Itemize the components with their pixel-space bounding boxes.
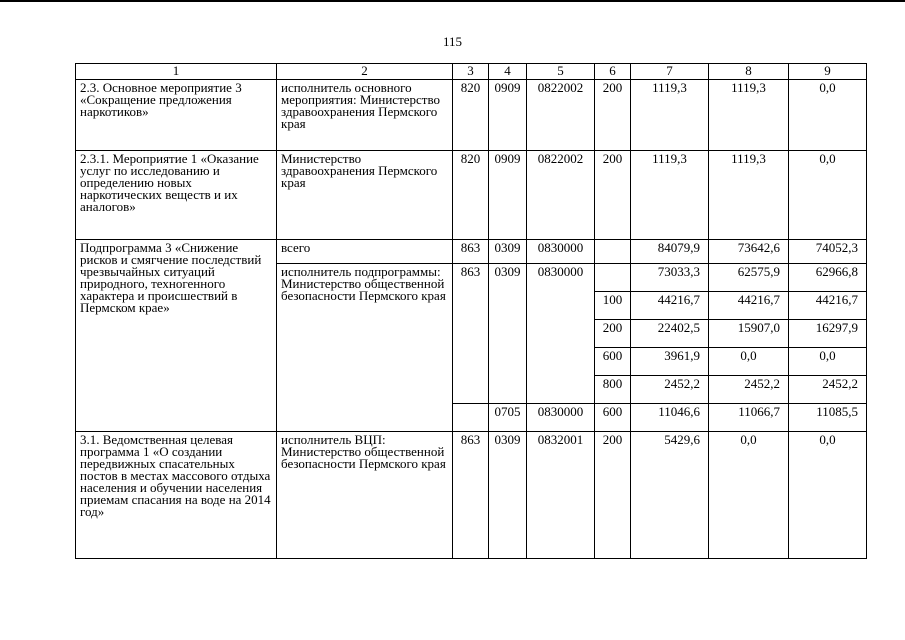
cell-value-9: 0,0	[789, 151, 867, 240]
cell-vr: 800	[595, 376, 631, 404]
cell-value-9: 0,0	[789, 348, 867, 376]
header-cell-9: 9	[789, 64, 867, 80]
cell-value-8: 15907,0	[709, 320, 789, 348]
cell-grbs: 820	[453, 151, 489, 240]
cell-vr	[595, 264, 631, 292]
cell-rzpr: 0909	[489, 80, 527, 151]
cell-vr: 200	[595, 432, 631, 559]
header-cell-2: 2	[277, 64, 453, 80]
row-total-label: всего	[277, 240, 453, 264]
header-cell-4: 4	[489, 64, 527, 80]
cell-csr: 0832001	[527, 432, 595, 559]
cell-csr: 0830000	[527, 264, 595, 404]
cell-rzpr: 0309	[489, 264, 527, 404]
cell-vr: 600	[595, 348, 631, 376]
cell-vr: 200	[595, 80, 631, 151]
cell-value-7: 73033,3	[631, 264, 709, 292]
cell-vr: 200	[595, 320, 631, 348]
cell-value-7: 2452,2	[631, 376, 709, 404]
cell-value-9: 74052,3	[789, 240, 867, 264]
row-executor: исполнитель основного мероприятия: Министерство здравоохранения Пермского края	[277, 80, 453, 151]
cell-vr: 100	[595, 292, 631, 320]
row-name: 2.3.1. Мероприятие 1 «Оказание услуг по исследованию и определению новых наркотических веществ и их аналогов»	[76, 151, 277, 240]
cell-value-8: 1119,3	[709, 151, 789, 240]
row-name: 3.1. Ведомственная целевая программа 1 «О создании передвижных спасательных постов в местах массового отдыха населения и обучении населения приемам спасания на воде на 2014 год»	[76, 432, 277, 559]
cell-value-9: 2452,2	[789, 376, 867, 404]
cell-value-8: 0,0	[709, 348, 789, 376]
table-row	[76, 80, 867, 151]
header-cell-5: 5	[527, 64, 595, 80]
cell-vr: 200	[595, 151, 631, 240]
cell-value-7: 3961,9	[631, 348, 709, 376]
cell-grbs: 863	[453, 432, 489, 559]
cell-value-9: 0,0	[789, 432, 867, 559]
cell-value-7: 44216,7	[631, 292, 709, 320]
budget-table	[75, 63, 867, 559]
header-cell-1: 1	[76, 64, 277, 80]
cell-value-8: 44216,7	[709, 292, 789, 320]
header-row	[76, 64, 867, 80]
row-executor: Министерство здравоохранения Пермского края	[277, 151, 453, 240]
cell-value-8: 1119,3	[709, 80, 789, 151]
cell-value-8: 11066,7	[709, 404, 789, 432]
subprogram-name: Подпрограмма 3 «Снижение рисков и смягчение последствий чрезвычайных ситуаций природного, техногенного характера и происшествий в Пермском крае»	[76, 240, 277, 432]
cell-csr: 0822002	[527, 151, 595, 240]
cell-value-7: 84079,9	[631, 240, 709, 264]
cell-value-7: 5429,6	[631, 432, 709, 559]
cell-vr	[595, 240, 631, 264]
cell-grbs: 863	[453, 264, 489, 404]
cell-value-9: 0,0	[789, 80, 867, 151]
cell-value-8: 73642,6	[709, 240, 789, 264]
cell-value-8: 2452,2	[709, 376, 789, 404]
header-cell-6: 6	[595, 64, 631, 80]
cell-value-7: 22402,5	[631, 320, 709, 348]
cell-value-7: 11046,6	[631, 404, 709, 432]
cell-vr: 600	[595, 404, 631, 432]
row-executor: исполнитель ВЦП: Министерство общественной безопасности Пермского края	[277, 432, 453, 559]
table-row	[76, 432, 867, 559]
cell-value-9: 11085,5	[789, 404, 867, 432]
cell-rzpr: 0309	[489, 240, 527, 264]
cell-value-9: 62966,8	[789, 264, 867, 292]
row-name: 2.3. Основное мероприятие 3 «Сокращение предложения наркотиков»	[76, 80, 277, 151]
cell-value-8: 62575,9	[709, 264, 789, 292]
header-cell-3: 3	[453, 64, 489, 80]
cell-csr: 0830000	[527, 404, 595, 432]
table-row	[76, 151, 867, 240]
top-edge-line	[0, 0, 905, 2]
header-cell-8: 8	[709, 64, 789, 80]
cell-value-7: 1119,3	[631, 151, 709, 240]
cell-grbs: 863	[453, 240, 489, 264]
cell-value-7: 1119,3	[631, 80, 709, 151]
page-number: 115	[442, 34, 463, 49]
cell-grbs: 820	[453, 80, 489, 151]
cell-value-9: 16297,9	[789, 320, 867, 348]
cell-grbs-empty	[453, 404, 489, 432]
cell-csr: 0822002	[527, 80, 595, 151]
cell-value-8: 0,0	[709, 432, 789, 559]
cell-csr: 0830000	[527, 240, 595, 264]
table-row	[76, 240, 867, 264]
cell-rzpr: 0309	[489, 432, 527, 559]
cell-rzpr: 0705	[489, 404, 527, 432]
row-executor: исполнитель подпрограммы: Министерство общественной безопасности Пермского края	[277, 264, 453, 432]
header-cell-7: 7	[631, 64, 709, 80]
cell-value-9: 44216,7	[789, 292, 867, 320]
cell-rzpr: 0909	[489, 151, 527, 240]
